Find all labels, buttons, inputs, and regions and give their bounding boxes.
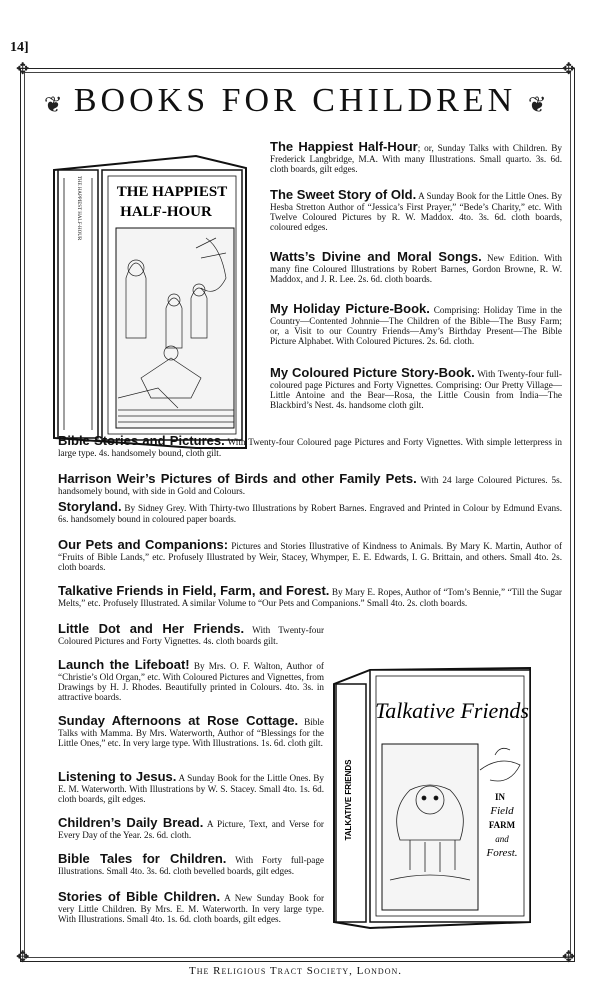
scroll-ornament-icon: ❦ <box>44 92 63 117</box>
corner-ornament-icon: ✥ <box>16 61 30 78</box>
cover-sub1: IN <box>494 792 506 802</box>
corner-ornament-icon: ✥ <box>16 949 30 966</box>
book-entry <box>58 622 324 646</box>
book-title: Our Pets and Companions: <box>58 537 229 552</box>
book-entry <box>58 770 324 804</box>
cover-spine-title: THE HAPPIEST HALF-HOUR <box>76 175 81 241</box>
book-description: A New Sunday Book for very Little Children. By Mrs. E. M. Waterworth. In very large type. With Illustrations. Small 4to. 1s. 6d. cloth boards, gilt edges. <box>58 893 325 925</box>
book-title: Little Dot and Her Friends. <box>58 621 245 636</box>
book-description: A Sunday Book for the Little Ones. By Hesba Stretton Author of “Jessica’s First Prayer,” “Bede’s Charity,” etc. With Twelve Coloured Pictures by R. W. Maddox. 4to. 3s. 6d. cloth boards, coloured edges. <box>270 191 562 233</box>
book-description: With Forty full-page Illustrations. Small 4to. 3s. 6d. cloth bevelled boards, gilt edges. <box>58 855 324 876</box>
book-description: A Picture, Text, and Verse for Every Day of the Year. 2s. 6d. cloth. <box>58 819 324 840</box>
book-description: New Edition. With many fine Coloured Illustrations by Robert Barnes, Gordon Browne, R. W. Maddox, and J. R. Lee. 2s. 6d. cloth boards. <box>270 253 562 285</box>
book-description: ; or, Sunday Talks with Children. By Frederick Langbridge, M.A. With many Illustrations. Small quarto. 3s. 6d. cloth boards, gilt edges. <box>270 143 562 175</box>
cover-sub4: and <box>495 834 509 844</box>
cover-title: Talkative Friends <box>375 698 529 723</box>
cover-title-line2: HALF-HOUR <box>120 204 212 220</box>
talkative-friends-book-illustration <box>330 660 536 932</box>
book-entry <box>58 658 324 703</box>
book-entry <box>58 890 324 924</box>
book-title: Watts’s Divine and Moral Songs. <box>270 249 482 264</box>
book-description: Comprising: Holiday Time in the Country—Contented Johnnie—The Children of the Bible—The Busy Farm; or, a Visit to our Country Friends—Amy’s Birthday Present—The Bible Picture Alphabet. With Coloured Pictures. 2s. 6d. cloth. <box>270 305 563 347</box>
book-entry <box>270 366 562 411</box>
book-title: Talkative Friends in Field, Farm, and Forest. <box>58 583 330 598</box>
book-title: Children’s Daily Bread. <box>58 815 204 830</box>
cover-sub2: Field <box>490 805 514 817</box>
page-number: 14] <box>10 40 29 55</box>
book-title: My Coloured Picture Story-Book. <box>270 365 475 380</box>
publisher-footer: The Religious Tract Society, London. <box>188 965 402 977</box>
book-title: My Holiday Picture-Book. <box>270 301 430 316</box>
book-description: With Twenty-four full-coloured page Pictures and Forty Vignettes. Comprising: Our Pretty Village—Little Antoine and the Bear—Rosa, the Little Cousin from India—The Blackbird’s Nest. 4s. handsome cloth gilt. <box>270 369 562 411</box>
cover-sub3: FARM <box>488 820 516 830</box>
book-title: Bible Tales for Children. <box>58 851 227 866</box>
corner-ornament-icon: ✥ <box>562 949 576 966</box>
book-title: Launch the Lifeboat! <box>58 657 190 672</box>
book-title: The Sweet Story of Old. <box>270 187 417 202</box>
book-entry <box>270 302 562 347</box>
book-description: By Sidney Grey. With Thirty-two Illustrations by Robert Barnes. Engraved and Printed in Colour by Edmund Evans. 6s. handsomely bound in coloured paper boards. <box>58 503 562 524</box>
book-title: Stories of Bible Children. <box>58 889 221 904</box>
corner-ornament-icon: ✥ <box>562 61 576 78</box>
book-title: The Happiest Half-Hour <box>270 139 418 154</box>
cover-spine-title: TALKATIVE FRIENDS <box>344 759 353 841</box>
book-entry <box>58 852 324 876</box>
book-description: Bible Talks with Mamma. By Mrs. Waterworth, Author of “Blessings for the Little Ones,” etc. In very large type. With Illustrations. 1s. 6d. cloth gilt. <box>58 717 324 749</box>
scroll-ornament-icon: ❦ <box>528 92 547 117</box>
page-title: BOOKS FOR CHILDREN <box>73 82 517 119</box>
book-description: By Mary E. Ropes, Author of “Tom’s Bennie,” “Till the Sugar Melts,” etc. Profusely Illustrated. A similar Volume to “Our Pets and Companions.” Small 4to. 2s. cloth boards. <box>58 587 562 608</box>
book-entry <box>58 816 324 840</box>
book-description: With 24 large Coloured Pictures. 5s. handsomely bound, with side in Gold and Colours. <box>58 475 562 496</box>
cover-title-line1: THE HAPPIEST <box>116 184 228 200</box>
book-entry <box>58 500 562 524</box>
book-title: Storyland. <box>58 499 122 514</box>
book-entry <box>270 140 562 174</box>
book-entry <box>58 538 562 572</box>
book-description: With Twenty-four Coloured Pictures and Forty Vignettes. 4s. cloth boards gilt. <box>58 625 324 646</box>
book-title: Harrison Weir’s Pictures of Birds and other Family Pets. <box>58 471 417 486</box>
cover-sub5: Forest. <box>486 847 518 859</box>
book-description: A Sunday Book for the Little Ones. By E. M. Waterworth. With Illustrations by W. S. Stacey. Small 4to. 1s. 6d. cloth boards, gilt edges. <box>58 773 324 805</box>
book-entry <box>270 188 562 233</box>
book-description: With Twenty-four Coloured page Pictures and Forty Vignettes. With simple letterpress in large type. 4s. handsomely bound, cloth gilt. <box>58 437 562 458</box>
book-title: Bible Stories and Pictures. <box>58 433 225 448</box>
book-entry <box>58 584 562 608</box>
book-description: By Mrs. O. F. Walton, Author of “Christie’s Old Organ,” etc. With Coloured Pictures and Vignettes, from Drawings by H. J. Rhodes. Beautifully printed in Colours. 4to. 3s. in attractive boards. <box>58 661 324 703</box>
book-description: Pictures and Stories Illustrative of Kindness to Animals. By Mary K. Martin, Author of “Fruits of Bible Lands,” etc. Profusely Illustrated by Weir, Stacey, Whymper, E. E. Edwards, I. G. Brittain, and others. Small 4to. 2s. cloth boards. <box>58 541 563 573</box>
book-entry <box>270 250 562 284</box>
happiest-half-hour-book-illustration <box>46 148 262 454</box>
book-title: Listening to Jesus. <box>58 769 177 784</box>
book-title: Sunday Afternoons at Rose Cottage. <box>58 713 299 728</box>
book-entry <box>58 714 324 748</box>
book-entry <box>58 472 562 496</box>
book-entry <box>58 434 562 458</box>
